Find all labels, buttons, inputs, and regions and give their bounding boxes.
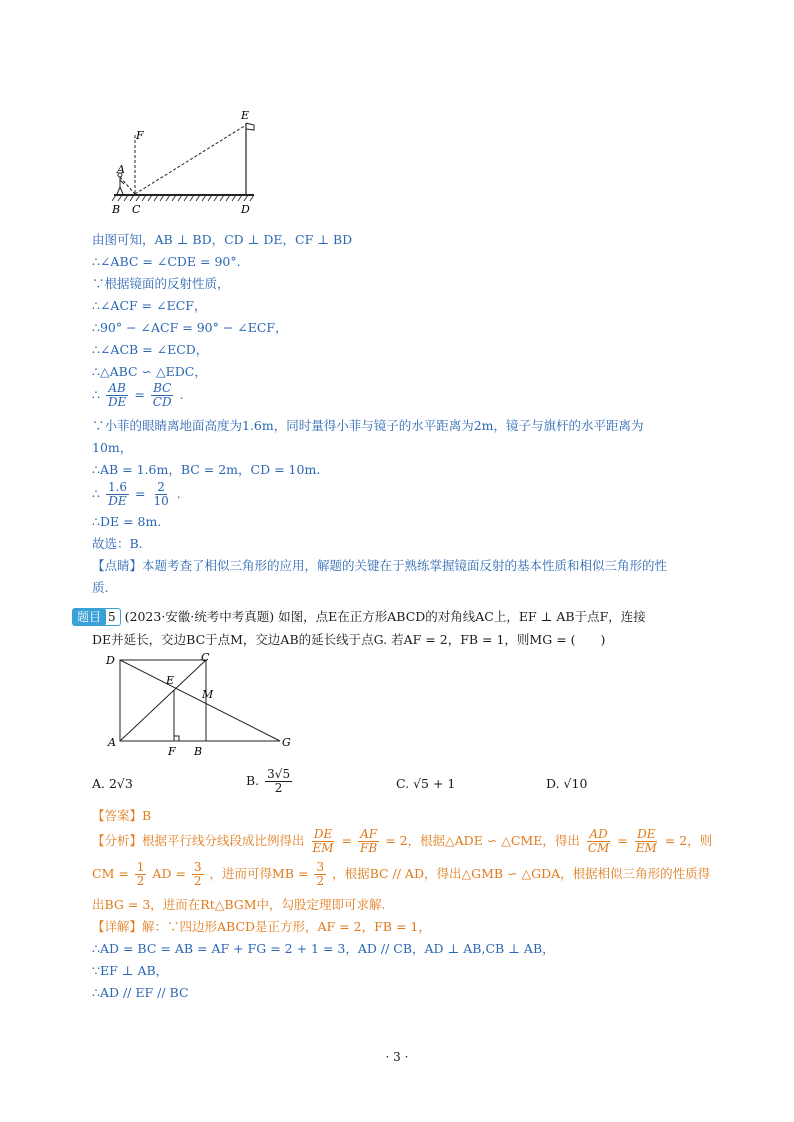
analysis-line-1: 【分析】根据平行线分线段成比例得出 $\frac{DE}{EM}$ = $\frac{AF}{FB}$ = 2，根据△ADE ∽ △CME，得出 $\frac{AD}{CM}$ = $\frac{DE}{EM}$ = 2，则 bbox=[92, 827, 713, 855]
label-C: C bbox=[132, 203, 141, 216]
label-B: B bbox=[194, 745, 203, 758]
comment-line-1: 【点睛】本题考查了相似三角形的应用，解题的关键在于熟练掌握镜面反射的基本性质和相似三角形的性 bbox=[92, 558, 668, 573]
detail-line-3: ∵EF ⊥ AB， bbox=[92, 963, 169, 978]
solution-line-6: ∴∠ACB = ∠ECD， bbox=[92, 342, 209, 357]
label-D: D bbox=[241, 203, 250, 216]
option-b[interactable]: B. $\frac{3√5}{2}$ bbox=[246, 767, 291, 795]
reflected-ray bbox=[135, 125, 246, 194]
page-number: · 3 · bbox=[385, 1050, 409, 1064]
figure-mirror-flagpole bbox=[108, 105, 268, 220]
person-figure bbox=[117, 173, 124, 194]
fraction: $\frac{AF}{FB}$ bbox=[360, 827, 378, 855]
ground-hatching bbox=[112, 195, 254, 201]
fraction: $\frac{DE}{EM}$ bbox=[312, 827, 334, 855]
ratio-prefix: ∴ bbox=[92, 387, 100, 402]
result-line: ∴DE = 8m. bbox=[92, 514, 162, 529]
fraction: $\frac{3√5}{2}$ bbox=[267, 767, 291, 795]
fraction: $\frac{AB}{DE}$ bbox=[107, 381, 127, 409]
ratio-line-1: ∴ $\frac{AB}{DE}$ = $\frac{BC}{CD}$ . bbox=[92, 381, 184, 409]
solution-line-2: ∴∠ABC = ∠CDE = 90°. bbox=[92, 254, 241, 269]
solution-line-7: ∴△ABC ∽ △EDC， bbox=[92, 364, 207, 379]
ratio-line-2: ∴ $\frac{1.6}{DE}$ = $\frac{2}{10}$ . bbox=[92, 480, 181, 508]
label-A: A bbox=[108, 736, 116, 749]
label-B: B bbox=[112, 203, 121, 216]
flag bbox=[246, 123, 254, 130]
option-d[interactable]: D. √10 bbox=[546, 776, 588, 791]
label-M: M bbox=[202, 688, 214, 701]
detail-line-2: ∴AD = BC = AB = AF + FG = 2 + 1 = 3，AD // CB，AD ⊥ AB,CB ⊥ AB， bbox=[92, 941, 555, 956]
label-E: E bbox=[166, 674, 175, 687]
figure-square bbox=[100, 648, 300, 758]
values-line: ∴AB = 1.6m，BC = 2m，CD = 10m. bbox=[92, 462, 321, 477]
solution-line-4: ∴∠ACF = ∠ECF， bbox=[92, 298, 207, 313]
diagonal-ac bbox=[120, 660, 206, 741]
problem-header bbox=[72, 608, 646, 626]
option-c[interactable]: C. √5 + 1 bbox=[396, 776, 456, 791]
problem-tag: 题目 bbox=[72, 608, 106, 626]
fraction: $\frac{3}{2}$ bbox=[193, 860, 202, 888]
problem-text-1: (2023·安徽·统考中考真题) 如图，点E在正方形ABCD的对角线AC上，EF ⊥ AB于点F，连接 bbox=[124, 609, 646, 624]
label-F: F bbox=[168, 745, 176, 758]
fraction: $\frac{3}{2}$ bbox=[316, 860, 325, 888]
fraction: $\frac{2}{10}$ bbox=[153, 480, 169, 508]
fraction: $\frac{AD}{CM}$ bbox=[587, 827, 610, 855]
problem-text-2: DE并延长，交边BC于点M，交边AB的延长线于点G. 若AF = 2，FB = 1，则MG = ( ) bbox=[92, 632, 606, 647]
option-a[interactable]: A. 2√3 bbox=[92, 776, 133, 791]
label-E: E bbox=[241, 109, 250, 122]
fraction: $\frac{BC}{CD}$ bbox=[152, 381, 172, 409]
solution-line-1: 由图可知，AB ⊥ BD，CD ⊥ DE，CF ⊥ BD bbox=[92, 232, 353, 247]
comment-line-2: 质. bbox=[92, 580, 109, 595]
analysis-line-3: 出BG = 3，进而在Rt△BGM中，勾股定理即可求解. bbox=[92, 897, 386, 912]
fraction: $\frac{1}{2}$ bbox=[136, 860, 145, 888]
label-D: D bbox=[106, 654, 115, 667]
label-A: A bbox=[117, 163, 125, 176]
statement-line-2: 10m， bbox=[92, 440, 133, 455]
detail-line-4: ∴AD // EF // BC bbox=[92, 985, 189, 1000]
label-C: C bbox=[201, 651, 210, 664]
solution-line-5: ∴90° − ∠ACF = 90° − ∠ECF， bbox=[92, 320, 288, 335]
fraction: $\frac{1.6}{DE}$ bbox=[107, 480, 128, 508]
fraction: $\frac{DE}{EM}$ bbox=[635, 827, 657, 855]
label-G: G bbox=[282, 736, 291, 749]
statement-line-1: ∵小菲的眼睛离地面高度为1.6m，同时量得小菲与镜子的水平距离为2m，镜子与旗杆的水平距离为 bbox=[92, 418, 644, 433]
detail-line-1: 【详解】解：∵四边形ABCD是正方形，AF = 2，FB = 1， bbox=[92, 919, 431, 934]
problem-number: 5 bbox=[103, 608, 121, 626]
solution-line-3: ∵根据镜面的反射性质， bbox=[92, 276, 230, 291]
answer-line: 【答案】B bbox=[92, 808, 152, 823]
label-F: F bbox=[136, 129, 144, 142]
choice-line: 故选：B. bbox=[92, 536, 143, 551]
line-dg bbox=[120, 660, 280, 741]
right-angle-mark bbox=[174, 736, 179, 741]
analysis-line-2: CM = $\frac{1}{2}$ AD = $\frac{3}{2}$ ，进而可得MB = $\frac{3}{2}$ ，根据BC // AD，得出△GMB ∽ △GDA，根据相似三角形的性质得 bbox=[92, 860, 711, 888]
